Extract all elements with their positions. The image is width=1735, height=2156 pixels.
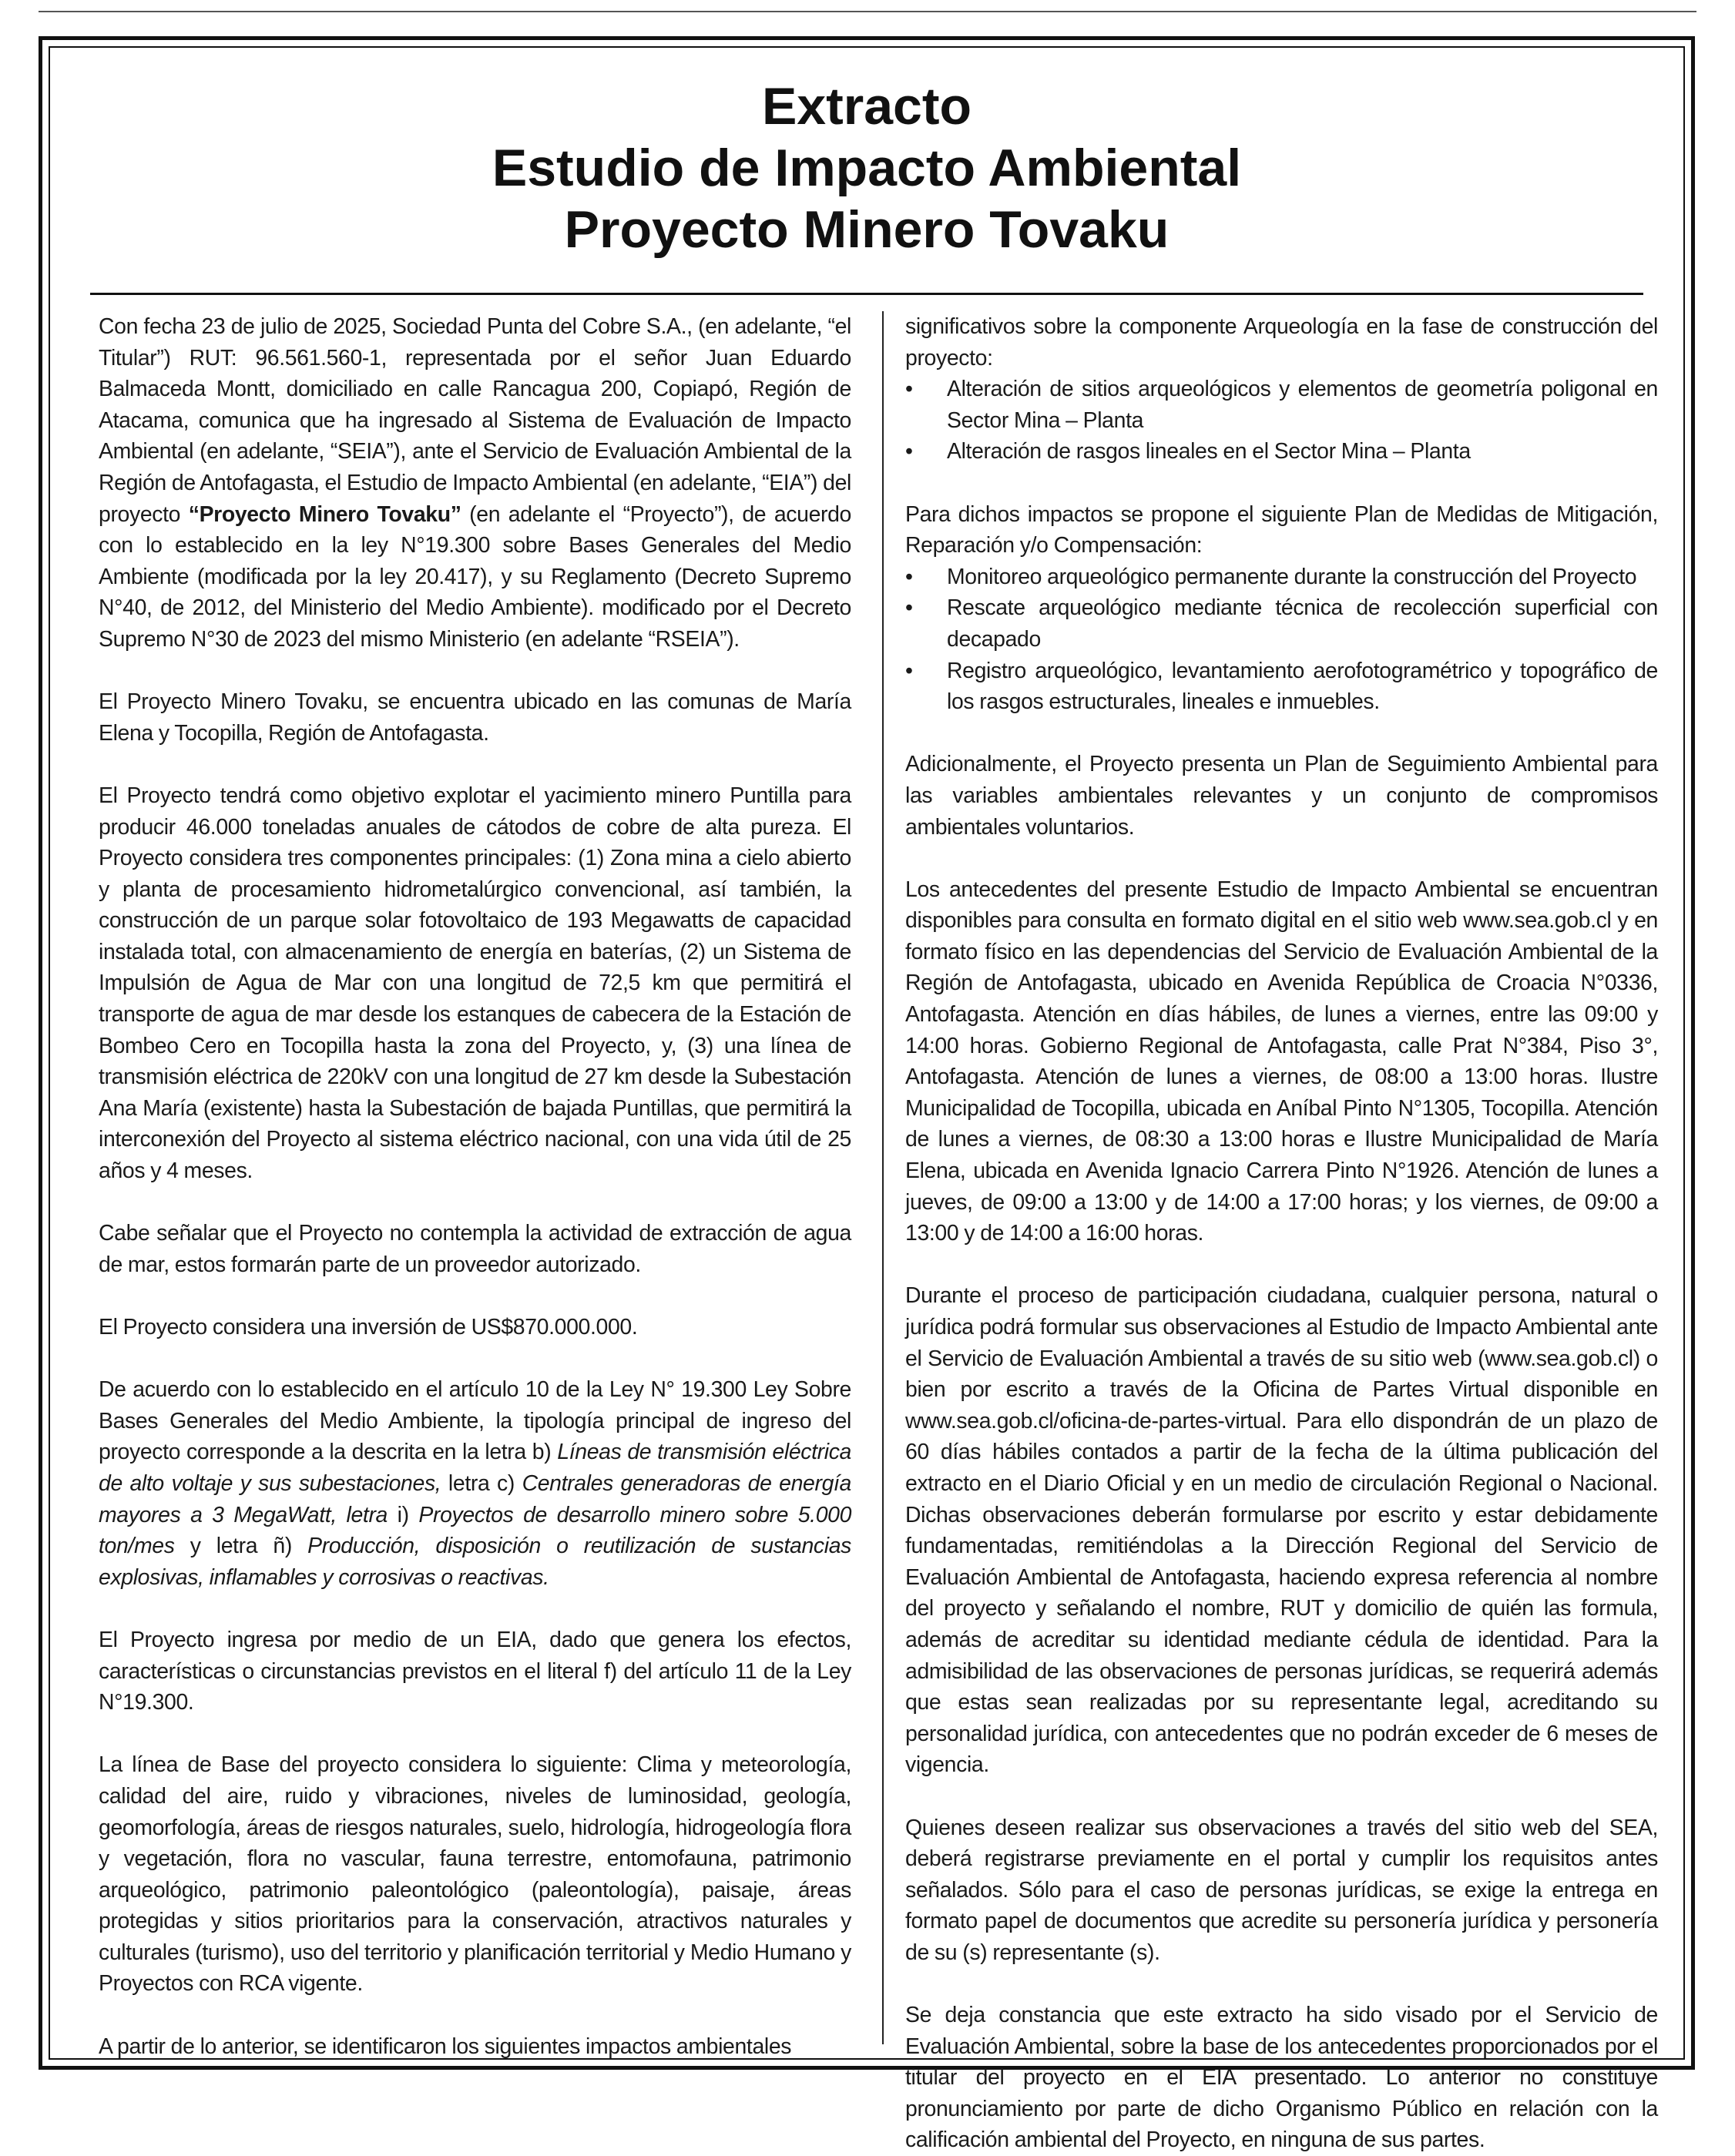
paragraph-investment: El Proyecto considera una inversión de US$870.000.000. [99, 1315, 638, 1340]
title-divider [90, 293, 1643, 295]
impacts-list [905, 374, 1658, 468]
list-item: • Alteración de rasgos lineales en el Sector Mina – Planta [905, 436, 1658, 468]
measures-list [905, 562, 1658, 718]
paragraph-intro [99, 311, 851, 656]
paragraph-participation: Durante el proceso de participación ciudadana, cualquier persona, natural o jurídica podrá formular sus observaciones al Estudio de Impacto Ambiental ante el Servicio de Evaluación Ambiental a través de su sitio web (www.sea.gob.cl) o bien por escrito a través de la Oficina de Partes Virtual disponible en www.sea.gob.cl/oficina-de-partes-virtual. Para ello dispondrán de un plazo de 60 días hábiles contados a partir de la fecha de la última publicación del extracto en el Diario Oficial y en un medio de circulación Regional o Nacional. Dichas observaciones deberán formularse por escrito y estar debidamente fundamentadas, remitiéndolas a la Dirección Regional del Servicio de Evaluación Ambiental de Antofagasta, haciendo expresa referencia al nombre del proyecto y señalando el nombre, RUT y domicilio de quién las formula, además de acreditar su identidad mediante cédula de identidad. Para la admisibilidad de las observaciones de personas jurídicas, se requerirá además que estas sean realizadas por su representante legal, acreditando su personalidad jurídica, con antecedentes que no podrán exceder de 6 meses de vigencia. [905, 1283, 1658, 1778]
left-column [99, 311, 851, 2062]
paragraph-water-note: Cabe señalar que el Proyecto no contempla la actividad de extracción de agua de mar, estos formarán parte de un proveedor autorizado. [99, 1221, 851, 1277]
paragraph-impacts-cont: significativos sobre la componente Arqueología en la fase de construcción del proyecto: [905, 314, 1658, 371]
list-item: • Alteración de sitios arqueológicos y elementos de geometría poligonal en Sector Mina – Planta [905, 374, 1658, 436]
right-column [905, 311, 1658, 2156]
typology-italic-d: Centrales generadoras de energía mayores a 3 MegaWatt, letra [99, 1470, 852, 1527]
typology-text-c: letra c) [441, 1470, 522, 1496]
paragraph-objective: El Proyecto tendrá como objetivo explotar el yacimiento minero Puntilla para producir 46.000 toneladas anuales de cátodos de cobre de alta pureza. El Proyecto considera tres componentes principales: (1) Zona mina a cielo abierto y planta de procesamiento hidrometalúrgico convencional, así también, la construcción de un parque solar fotovoltaico de 193 Megawatts de capacidad instalada total, con almacenamiento de energía en baterías, (2) un Sistema de Impulsión de Agua de Mar con una longitud de 72,5 km que permitirá el transporte de agua de mar desde los estanques de cabecera de la Estación de Bombeo Cero en Tocopilla hasta la zona del Proyecto, y, (3) una línea de transmisión eléctrica de 220kV con una longitud de 27 km desde la Subestación Ana María (existente) hasta la Subestación de bajada Puntillas, que permitirá la interconexión del Proyecto al sistema eléctrico nacional, con una vida útil de 25 años y 4 meses. [99, 783, 851, 1184]
paragraph-typology [99, 1374, 851, 1593]
title-line-3: Proyecto Minero Tovaku [564, 200, 1170, 259]
intro-text-a: Con fecha 23 de julio de 2025, Sociedad Punta del Cobre S.A., (en adelante, “el Titular”) RUT: 96.561.560-1, representada por el señor Juan Eduardo Balmaceda Montt, domiciliado en calle Rancagua 200, Copiapó, Región de Atacama, comunica que ha ingresado al Sistema de Evaluación de Impacto Ambiental (en adelante, “SEIA”), ante el Servicio de Evaluación Ambiental de la Región de Antofagasta, el Estudio de Impacto Ambiental (en adelante, “EIA”) del proyecto [99, 314, 851, 527]
paragraph-measures: Para dichos impactos se propone el siguiente Plan de Medidas de Mitigación, Reparación y/o Compensación: [905, 501, 1658, 558]
top-rule [39, 11, 1696, 12]
column-divider [882, 311, 884, 2044]
paragraph-registration: Quienes deseen realizar sus observaciones a través del sitio web del SEA, deberá registrarse previamente en el portal y cumplir los requisitos antes señalados. Sólo para el caso de personas jurídicas, se exige la entrega en formato papel de documentos que acredite su personería jurídica y personería de su (s) representante (s). [905, 1815, 1658, 1965]
paragraph-disclaimer: Se deja constancia que este extracto ha sido visado por el Servicio de Evaluación Ambiental, sobre la base de los antecedentes proporcionados por el titular del proyecto en el EIA presentado. Lo anterior no constituye pronunciamiento por parte de dicho Organismo Público en relación con la calificación ambiental del Proyecto, en ninguna de sus partes. [905, 2003, 1658, 2153]
paragraph-baseline: La línea de Base del proyecto considera lo siguiente: Clima y meteorología, calidad del aire, ruido y vibraciones, niveles de luminosidad, geología, geomorfología, áreas de riesgos naturales, suelo, hidrología, hidrogeología flora y vegetación, flora no vascular, fauna terrestre, entomofauna, patrimonio arqueológico, patrimonio paleontológico (paleontología), paisaje, áreas protegidas y sitios prioritarios para la conservación, atractivos naturales y culturales (turismo), uso del territorio y planificación territorial y Medio Humano y Proyectos con RCA vigente. [99, 1752, 851, 1997]
typology-italic-h: Producción, disposición o reutilización de sustancias explosivas, inflamables y corrosivas o reactivas. [99, 1534, 851, 1590]
paragraph-impacts-start: A partir de lo anterior, se identificaron los siguientes impactos ambientales [99, 2034, 792, 2059]
project-name: “Proyecto Minero Tovaku” [188, 501, 461, 527]
list-item: • Rescate arqueológico mediante técnica de recolección superficial con decapado [905, 592, 1658, 655]
list-item: • Registro arqueológico, levantamiento aerofotogramétrico y topográfico de los rasgos estructurales, lineales e inmuebles. [905, 656, 1658, 718]
typology-text-e: i) [388, 1502, 419, 1527]
typology-italic-f: Proyectos de desarrollo minero sobre 5.000 ton/mes [99, 1502, 852, 1559]
paragraph-monitoring: Adicionalmente, el Proyecto presenta un Plan de Seguimiento Ambiental para las variables ambientales relevantes y un conjunto de compromisos ambientales voluntarios. [905, 752, 1658, 840]
list-item: • Monitoreo arqueológico permanente durante la construcción del Proyecto [905, 562, 1658, 593]
intro-text-c: (en adelante el “Proyecto”), de acuerdo con lo establecido en la ley N°19.300 sobre Bases Generales del Medio Ambiente (modificada por la ley 20.417), y su Reglamento (Decreto Supremo N°40, de 2012, del Ministerio del Medio Ambiente). modificado por el Decreto Supremo N°30 de 2023 del mismo Ministerio (en adelante “RSEIA”). [99, 501, 851, 652]
typology-text-g: y letra ñ) [174, 1534, 308, 1559]
notice-frame [39, 36, 1695, 2153]
paragraph-availability: Los antecedentes del presente Estudio de Impacto Ambiental se encuentran disponibles para consulta en formato digital en el sitio web www.sea.gob.cl y en formato físico en las dependencias del Servicio de Evaluación Ambiental de la Región de Antofagasta, ubicado en Avenida República de Croacia N°0336, Antofagasta. Atención en días hábiles, de lunes a viernes, entre las 09:00 y 14:00 horas. Gobierno Regional de Antofagasta, calle Prat N°384, Piso 3°, Antofagasta. Atención de lunes a viernes, de 08:00 a 13:00 horas. Ilustre Municipalidad de Tocopilla, ubicada en Aníbal Pinto N°1305, Tocopilla. Atención de lunes a viernes, de 08:30 a 13:00 horas e Ilustre Municipalidad de María Elena, ubicada en Avenida Ignacio Carrera Pinto N°1926. Atención de lunes a jueves, de 09:00 a 13:00 y de 14:00 a 17:00 horas; y los viernes, de 09:00 a 13:00 y de 14:00 a 16:00 horas. [905, 877, 1658, 1246]
paragraph-eia: El Proyecto ingresa por medio de un EIA, dado que genera los efectos, características o circunstancias previstos en el literal f) del artículo 11 de la Ley N°19.300. [99, 1627, 851, 1715]
typology-italic-b: Líneas de transmisión eléctrica de alto voltaje y sus subestaciones, [99, 1440, 851, 1496]
title-line-1: Extracto [761, 77, 972, 136]
typology-text-a: De acuerdo con lo establecido en el artículo 10 de la Ley N° 19.300 Ley Sobre Bases Generales del Medio Ambiente, la tipología principal de ingreso del proyecto corresponde a la descrita en la letra b) [99, 1377, 851, 1465]
notice-title [50, 75, 1683, 260]
paragraph-location: El Proyecto Minero Tovaku, se encuentra ubicado en las comunas de María Elena y Tocopilla, Región de Antofagasta. [99, 689, 851, 746]
notice-inner-border [49, 46, 1685, 2153]
title-line-2: Estudio de Impacto Ambiental [492, 139, 1242, 197]
